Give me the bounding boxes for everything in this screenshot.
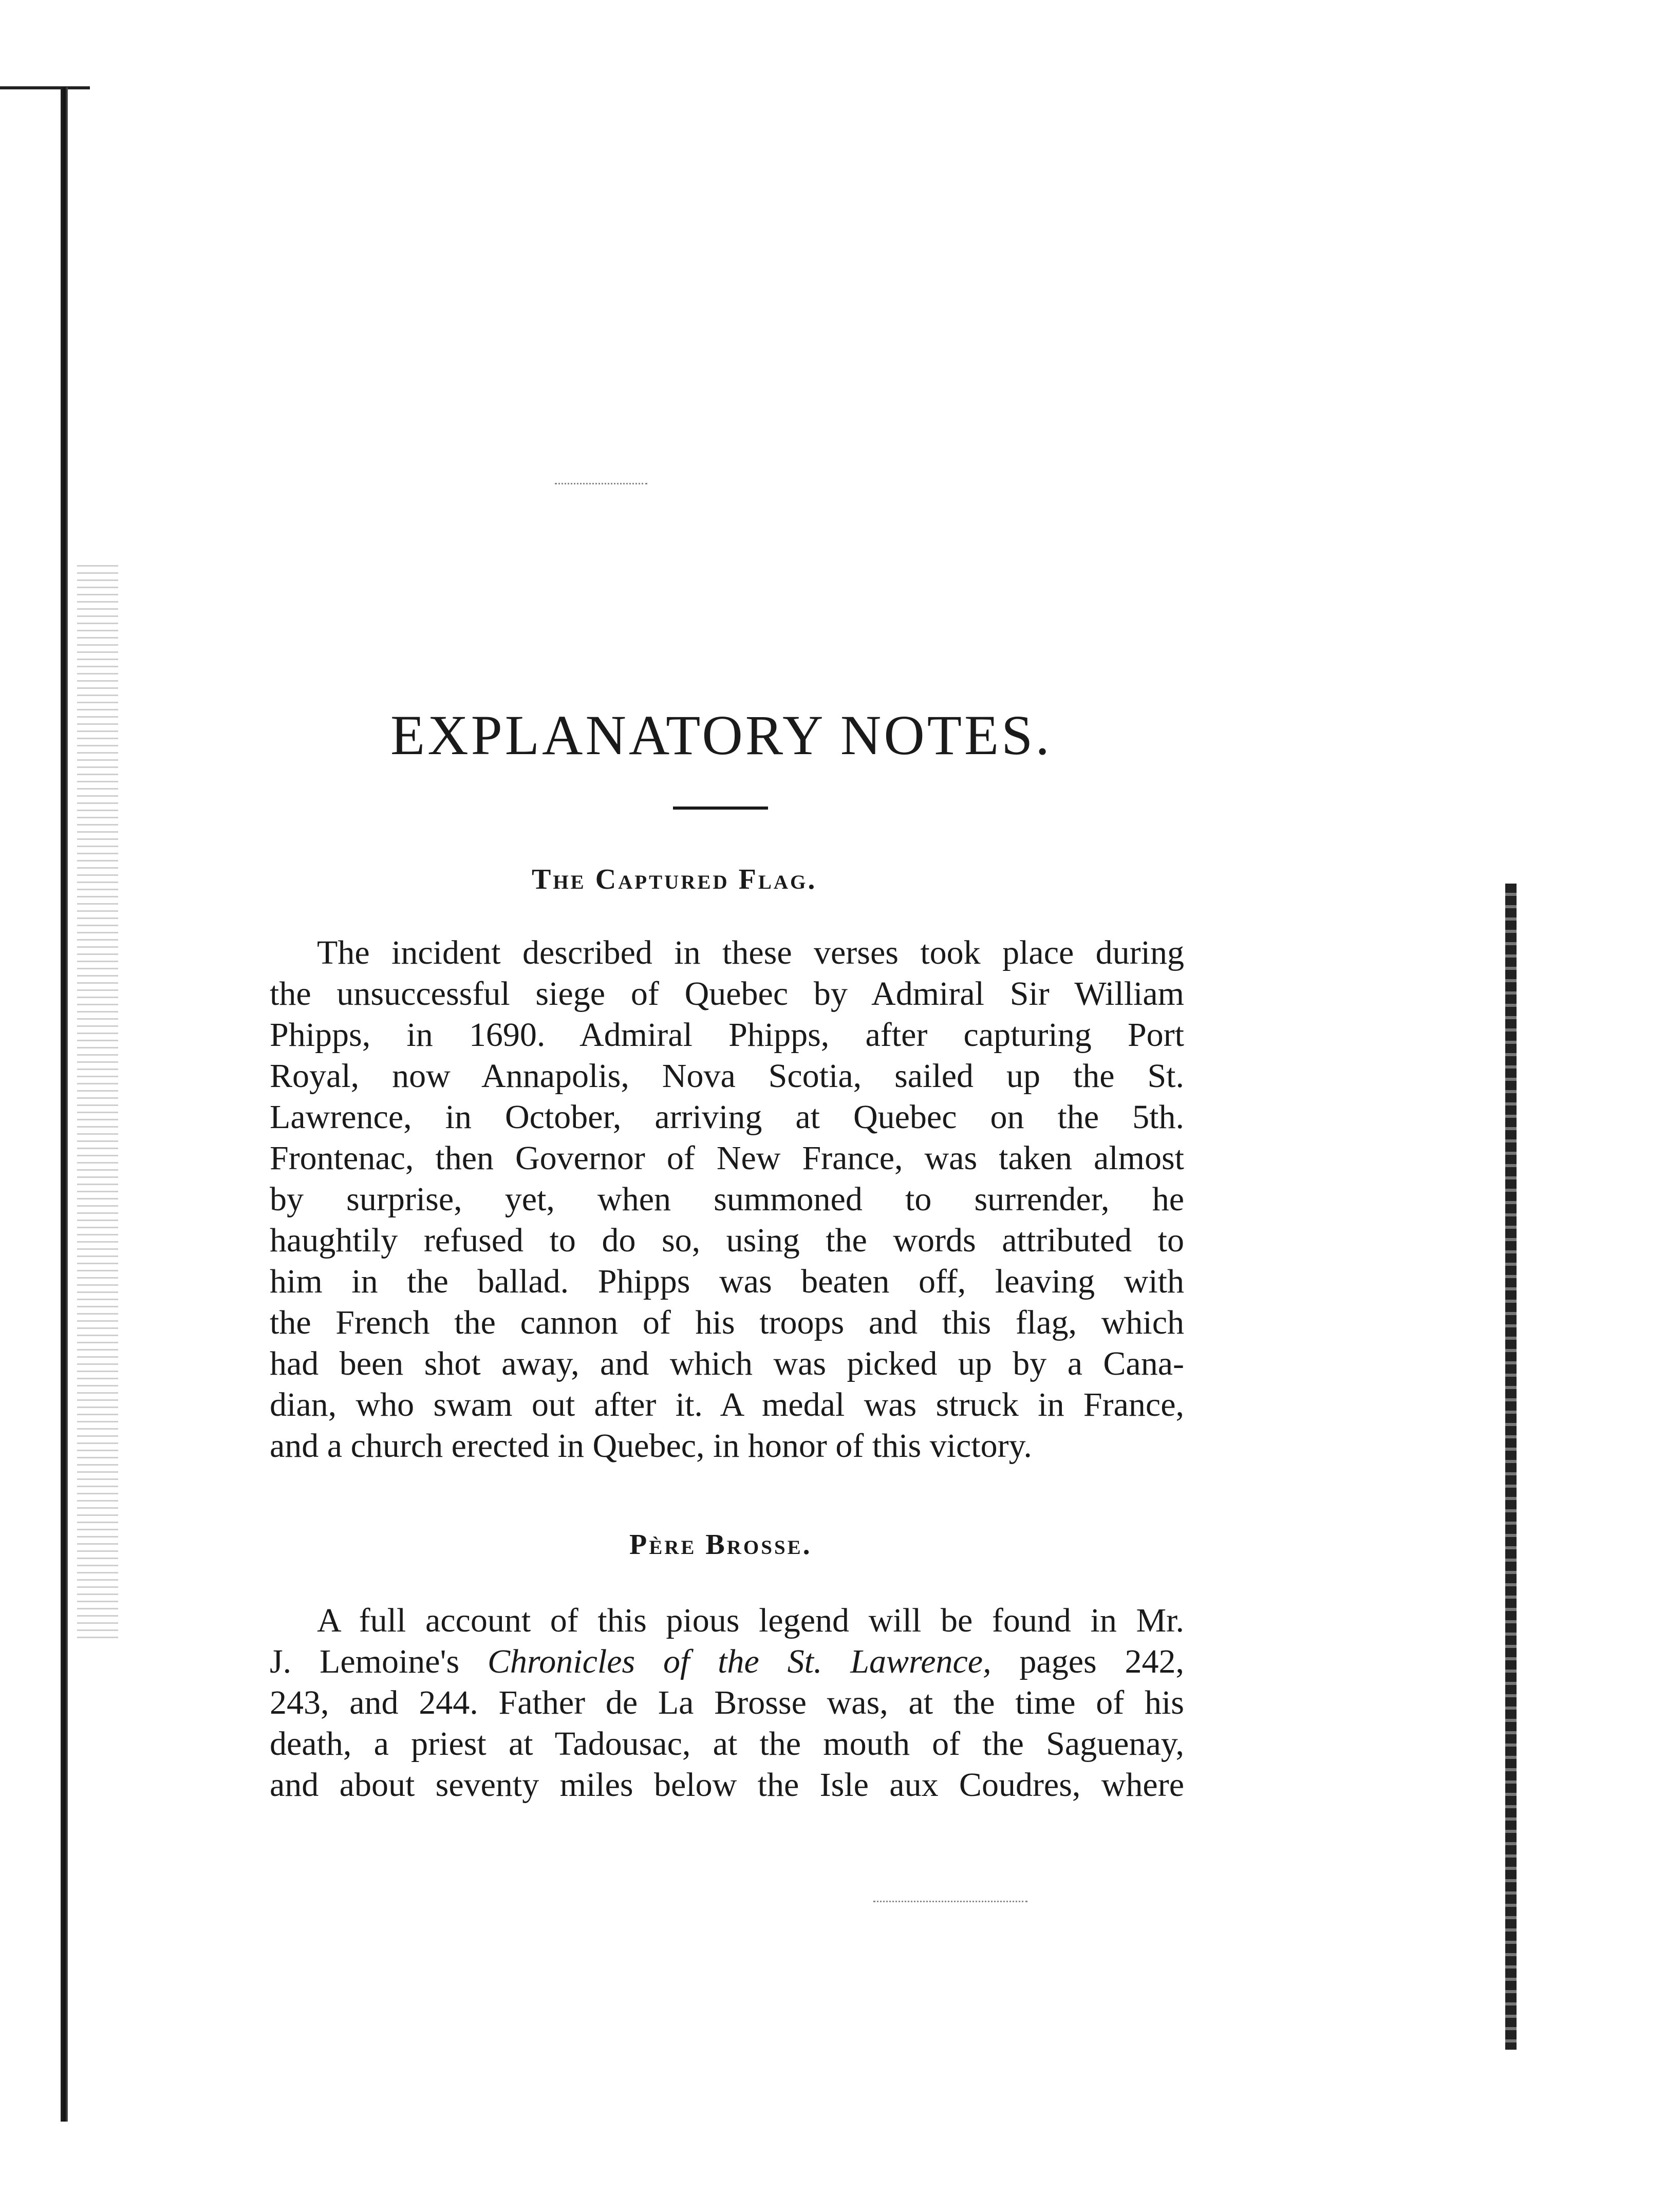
text-line: Lawrence, in October, arriving at Quebec on the 5th. [270,1098,1184,1136]
text-line: and a church erected in Quebec, in honor of this victory. [270,1427,1032,1465]
text-run: pages 242, [991,1643,1184,1680]
text-line: had been shot away, and which was picked up by a Cana- [270,1345,1184,1382]
text-line: The incident described in these verses took place during [317,934,1184,971]
title-rule [673,807,768,810]
scan-speck [873,1901,1027,1902]
text-line: and about seventy miles below the Isle aux Coudres, where [270,1766,1184,1804]
text-line: death, a priest at Tadousac, at the mouth of the Saguenay, [270,1725,1184,1763]
paragraph-pere-brosse [270,1600,1184,1806]
section-heading-pere-brosse: Père Brosse. [629,1529,812,1561]
paragraph-captured-flag [270,932,1184,1467]
text-line: dian, who swam out after it. A medal was struck in France, [270,1386,1184,1423]
text-line: haughtily refused to do so, using the words attributed to [270,1222,1184,1259]
scan-edge-top-mark [0,86,90,89]
text-line: by surprise, yet, when summoned to surrender, he [270,1180,1184,1218]
text-line: the French the cannon of his troops and this flag, which [270,1304,1184,1341]
text-line: Frontenac, then Governor of New France, was taken almost [270,1139,1184,1177]
scan-right-edge [1505,884,1517,2050]
scan-binding-shadow [77,565,118,1644]
text-run: J. Lemoine's [270,1643,488,1680]
text-line: Royal, now Annapolis, Nova Scotia, sailed up the St. [270,1057,1184,1095]
text-line: Phipps, in 1690. Admiral Phipps, after capturing Port [270,1016,1184,1054]
text-line: 243, and 244. Father de La Brosse was, at the time of his [270,1684,1184,1721]
text-line: the unsuccessful siege of Quebec by Admiral Sir William [270,975,1184,1013]
page-title: EXPLANATORY NOTES. [390,704,1052,766]
scan-speck [555,483,647,484]
text-line [270,1641,1184,1682]
text-line: A full account of this pious legend will be found in Mr. [317,1602,1184,1639]
section-heading-captured-flag: The Captured Flag. [532,864,817,895]
book-title: Chronicles of the St. Lawrence, [487,1643,991,1680]
text-line: him in the ballad. Phipps was beaten off, leaving with [270,1263,1184,1300]
scan-binding-edge [61,87,68,2122]
